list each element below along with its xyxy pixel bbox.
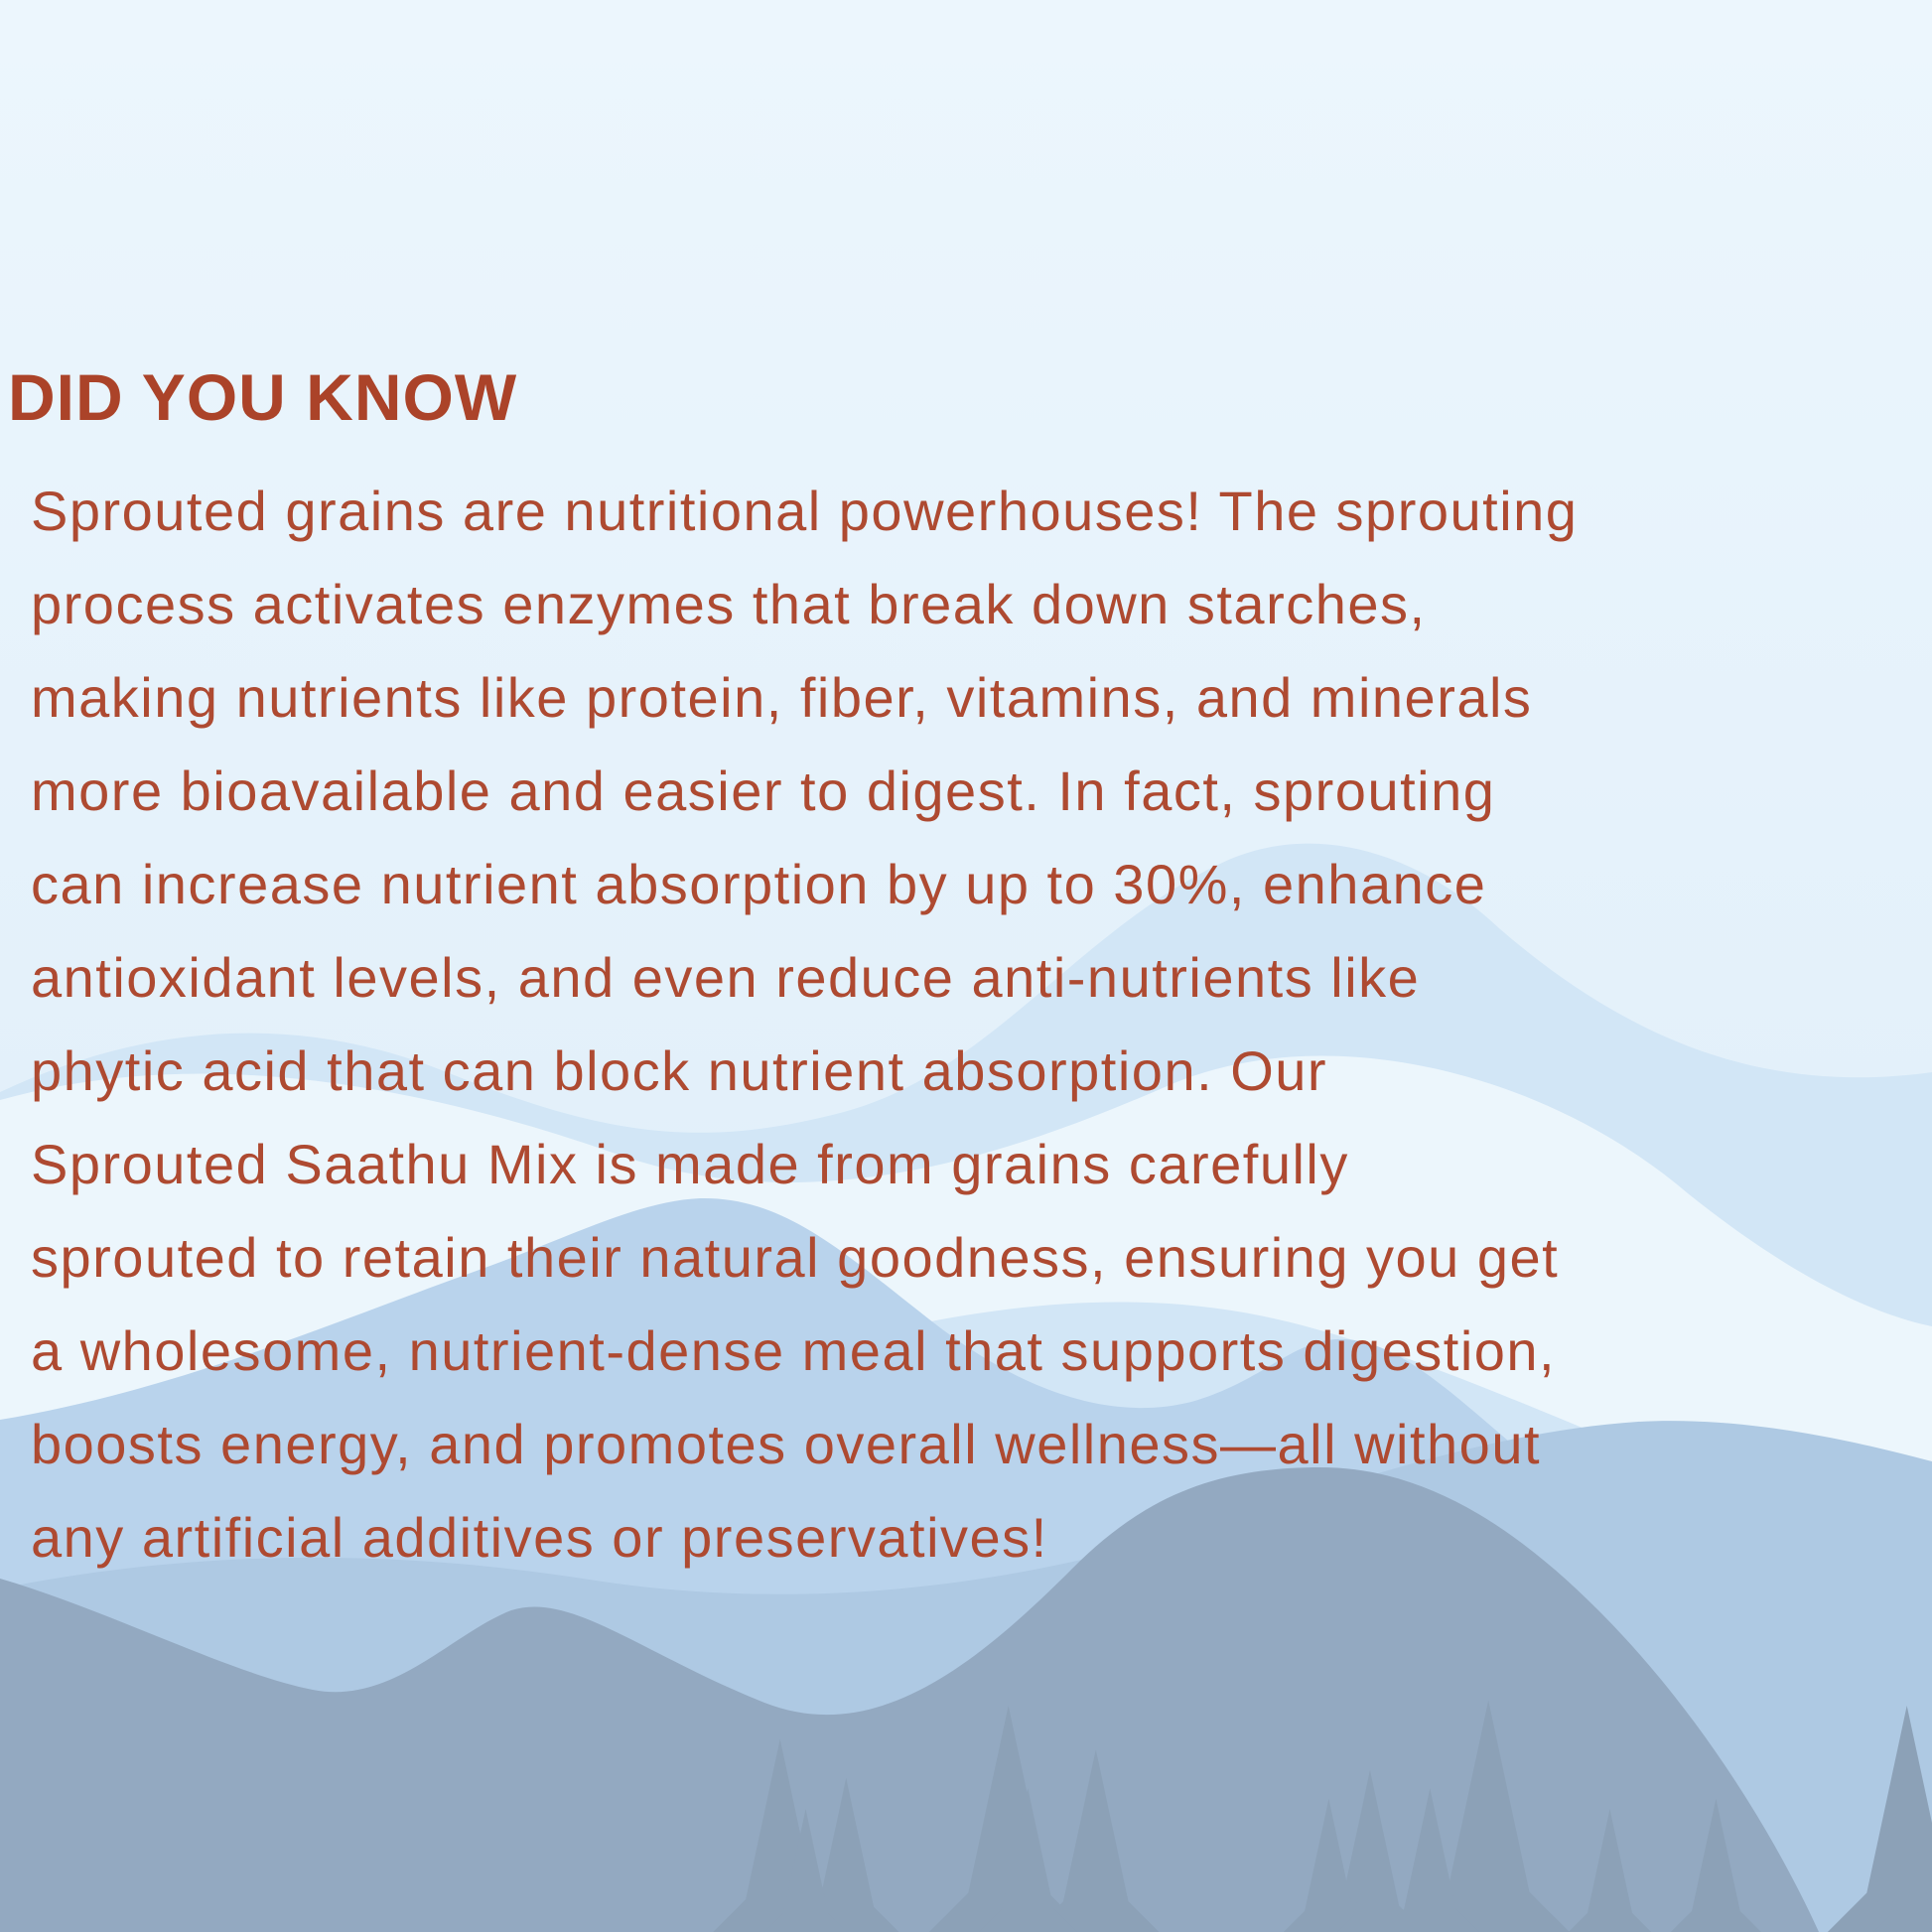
- body-line: Sprouted Saathu Mix is made from grains carefully: [31, 1133, 1349, 1195]
- body-paragraph: [31, 465, 1922, 1585]
- body-line: boosts energy, and promotes overall wellness—all without: [31, 1413, 1542, 1475]
- body-line: making nutrients like protein, fiber, vitamins, and minerals: [31, 666, 1533, 729]
- body-line: antioxidant levels, and even reduce anti-nutrients like: [31, 946, 1421, 1009]
- body-line: more bioavailable and easier to digest. In fact, sprouting: [31, 759, 1496, 822]
- body-line: process activates enzymes that break down starches,: [31, 573, 1427, 635]
- body-line: a wholesome, nutrient-dense meal that supports digestion,: [31, 1319, 1557, 1382]
- page-title: DID YOU KNOW: [8, 360, 518, 434]
- body-line: Sprouted grains are nutritional powerhouses! The sprouting: [31, 480, 1579, 542]
- body-line: sprouted to retain their natural goodness, ensuring you get: [31, 1226, 1560, 1289]
- body-line: any artificial additives or preservatives!: [31, 1506, 1048, 1569]
- body-line: phytic acid that can block nutrient absorption. Our: [31, 1039, 1328, 1102]
- body-line: can increase nutrient absorption by up to 30%, enhance: [31, 853, 1487, 915]
